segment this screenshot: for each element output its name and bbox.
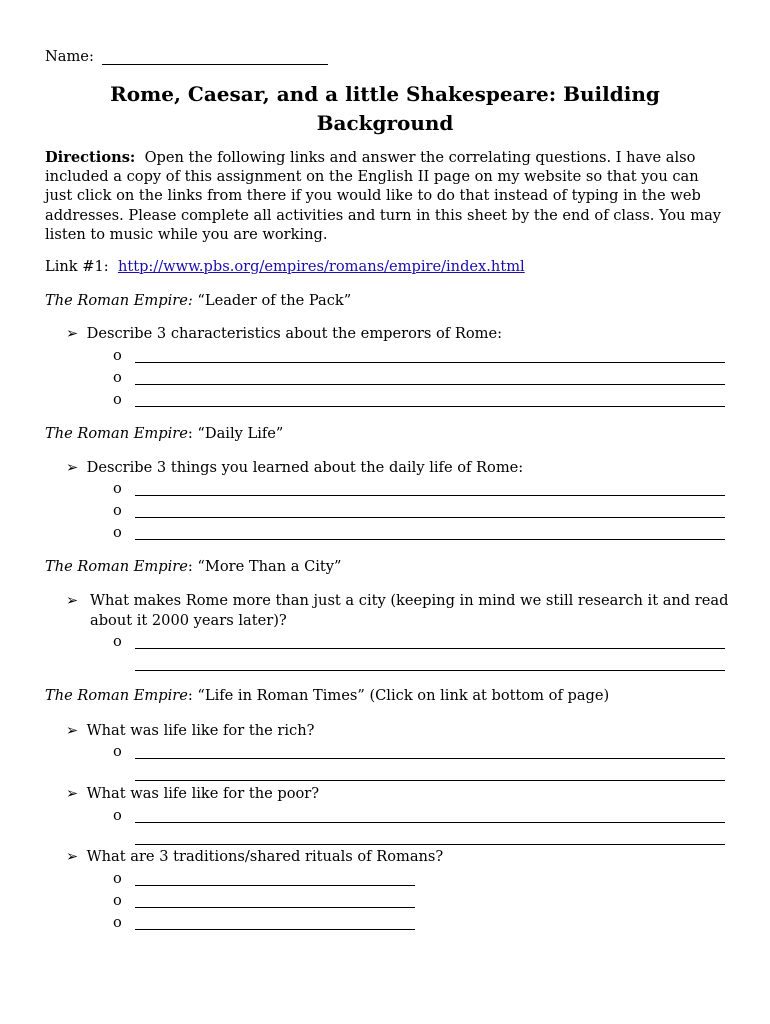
answer-line[interactable] <box>135 648 725 649</box>
answer-line[interactable] <box>135 780 725 781</box>
section-heading-daily-life <box>45 424 283 443</box>
name-answer-line[interactable] <box>102 64 328 65</box>
answer-line[interactable] <box>135 844 725 845</box>
question-daily-life <box>66 458 523 477</box>
question-emperors <box>66 324 502 343</box>
question-more-than-city: What makes Rome more than just a city (keeping in mind we still research it and read about it 2000 years later)? <box>90 592 729 629</box>
arrow-bullet-icon: ➢ <box>66 592 79 609</box>
heading-italic: The Roman Empire <box>45 687 188 704</box>
arrow-bullet-icon: ➢ <box>66 325 79 342</box>
sub-bullet: o <box>113 347 122 364</box>
link-row <box>45 257 525 276</box>
directions-text: Open the following links and answer the correlating questions. I have also included a copy of this assignment on the English II page on my website so that you can just click on the links from there if you would like to do that instead of typing in the web addresses. Please complete all activities and turn in this sheet by the end of class. You may listen to music while you are working. <box>45 149 722 243</box>
question-text: What was life like for the rich? <box>86 722 315 739</box>
answer-line[interactable] <box>135 517 725 518</box>
question-text: What are 3 traditions/shared rituals of Romans? <box>86 848 444 865</box>
answer-line[interactable] <box>135 758 725 759</box>
answer-line[interactable] <box>135 362 725 363</box>
question-traditions <box>66 847 443 866</box>
arrow-bullet-icon: ➢ <box>66 785 79 802</box>
answer-line[interactable] <box>135 495 725 496</box>
section-heading-life-in-roman-times <box>45 686 609 705</box>
name-label: Name: <box>45 48 94 65</box>
arrow-bullet-icon: ➢ <box>66 459 79 476</box>
sub-bullet: o <box>113 480 122 497</box>
arrow-bullet-icon: ➢ <box>66 848 79 865</box>
sub-bullet: o <box>113 524 122 541</box>
answer-line[interactable] <box>135 929 415 930</box>
link-label: Link #1: <box>45 258 109 275</box>
section-heading-more-than-a-city <box>45 557 342 576</box>
heading-rest: : “More Than a City” <box>187 558 342 575</box>
directions-label: Directions: <box>45 149 136 166</box>
heading-italic: The Roman Empire: <box>45 292 193 309</box>
heading-rest: : “Daily Life” <box>187 425 284 442</box>
sub-bullet: o <box>113 391 122 408</box>
sub-bullet: o <box>113 870 122 887</box>
pbs-link[interactable]: http://www.pbs.org/empires/romans/empire/index.html <box>117 258 525 275</box>
section-heading-leader-of-the-pack <box>45 291 351 310</box>
answer-line[interactable] <box>135 907 415 908</box>
sub-bullet: o <box>113 633 122 650</box>
answer-line[interactable] <box>135 539 725 540</box>
question-text: Describe 3 things you learned about the daily life of Rome: <box>86 459 524 476</box>
question-text: What was life like for the poor? <box>86 785 320 802</box>
sub-bullet: o <box>113 914 122 931</box>
heading-italic: The Roman Empire <box>45 558 188 575</box>
answer-line[interactable] <box>135 885 415 886</box>
answer-line[interactable] <box>135 406 725 407</box>
question-poor <box>66 784 319 803</box>
question-bullet-more-than-city <box>66 591 82 610</box>
directions-paragraph <box>45 148 730 244</box>
question-text: Describe 3 characteristics about the emperors of Rome: <box>86 325 502 342</box>
sub-bullet: o <box>113 807 122 824</box>
sub-bullet: o <box>113 369 122 386</box>
answer-line[interactable] <box>135 384 725 385</box>
sub-bullet: o <box>113 743 122 760</box>
answer-line[interactable] <box>135 670 725 671</box>
page-title: Rome, Caesar, and a little Shakespeare: Building Background <box>110 82 660 135</box>
arrow-bullet-icon: ➢ <box>66 722 79 739</box>
answer-line[interactable] <box>135 822 725 823</box>
sub-bullet: o <box>113 502 122 519</box>
question-rich <box>66 721 314 740</box>
heading-rest: : “Life in Roman Times” (Click on link at bottom of page) <box>187 687 610 704</box>
heading-rest: “Leader of the Pack” <box>192 292 352 309</box>
heading-italic: The Roman Empire <box>45 425 188 442</box>
sub-bullet: o <box>113 892 122 909</box>
